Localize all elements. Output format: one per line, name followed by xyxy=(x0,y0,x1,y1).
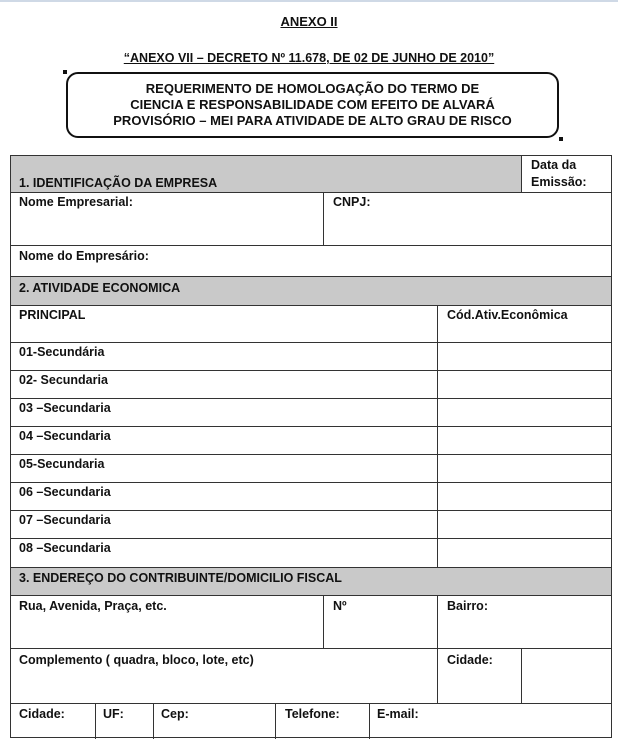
section3-heading: 3. ENDEREÇO DO CONTRIBUINTE/DOMICILIO FISCAL xyxy=(19,571,342,585)
nome-empresario-label: Nome do Empresário: xyxy=(19,249,149,263)
corner-mark xyxy=(63,70,67,74)
decreto-subtitle: “ANEXO VII – DECRETO Nº 11.678, DE 02 DE JUNHO DE 2010” xyxy=(123,51,495,65)
divider xyxy=(11,703,611,704)
section2-heading: 2. ATIVIDADE ECONOMICA xyxy=(19,281,181,295)
data-emissao-label-1: Data da xyxy=(531,158,577,172)
cod-ativ-label: Cód.Ativ.Econômica xyxy=(447,308,568,322)
divider xyxy=(11,305,611,306)
section1-heading: 1. IDENTIFICAÇÃO DA EMPRESA xyxy=(19,176,218,190)
requerimento-form xyxy=(10,155,612,738)
divider xyxy=(11,342,611,343)
bairro-label[interactable]: Bairro: xyxy=(447,599,488,613)
secundaria-row[interactable]: 05-Secundaria xyxy=(19,457,105,471)
divider xyxy=(11,426,611,427)
secundaria-row[interactable]: 06 –Secundaria xyxy=(19,485,111,499)
secundaria-row[interactable]: 02- Secundaria xyxy=(19,373,108,387)
cep-label[interactable]: Cep: xyxy=(161,707,189,721)
divider xyxy=(369,703,370,739)
secundaria-row[interactable]: 08 –Secundaria xyxy=(19,541,111,555)
cnpj-label: CNPJ: xyxy=(333,195,371,209)
title-line-1: REQUERIMENTO DE HOMOLOGAÇÃO DO TERMO DE xyxy=(145,81,480,96)
divider xyxy=(275,703,276,739)
secundaria-row[interactable]: 01-Secundária xyxy=(19,345,105,359)
divider xyxy=(11,398,611,399)
form-title-box xyxy=(66,72,559,138)
email-label[interactable]: E-mail: xyxy=(377,707,419,721)
numero-label[interactable]: Nº xyxy=(333,599,347,613)
title-line-2: CIENCIA E RESPONSABILIDADE COM EFEITO DE ALVARÁ xyxy=(130,97,495,112)
telefone-label[interactable]: Telefone: xyxy=(285,707,340,721)
anexo-title: ANEXO II xyxy=(280,14,338,29)
rua-label[interactable]: Rua, Avenida, Praça, etc. xyxy=(19,599,167,613)
divider xyxy=(11,538,611,539)
secundaria-row[interactable]: 04 –Secundaria xyxy=(19,429,111,443)
divider xyxy=(323,595,324,648)
divider xyxy=(437,305,438,568)
data-emissao-label-2[interactable]: Emissão: xyxy=(531,175,587,189)
divider xyxy=(11,595,611,596)
divider xyxy=(11,482,611,483)
title-line-3: PROVISÓRIO – MEI PARA ATIVIDADE DE ALTO GRAU DE RISCO xyxy=(113,113,512,128)
cidade-bottom-label[interactable]: Cidade: xyxy=(19,707,65,721)
principal-label: PRINCIPAL xyxy=(19,308,86,322)
secundaria-row[interactable]: 07 –Secundaria xyxy=(19,513,111,527)
divider xyxy=(11,454,611,455)
corner-mark xyxy=(559,137,563,141)
uf-label[interactable]: UF: xyxy=(103,707,124,721)
divider xyxy=(437,595,438,703)
divider xyxy=(153,703,154,739)
secundaria-row[interactable]: 03 –Secundaria xyxy=(19,401,111,415)
cidade-label[interactable]: Cidade: xyxy=(447,653,493,667)
complemento-label[interactable]: Complemento ( quadra, bloco, lote, etc) xyxy=(19,653,254,667)
divider xyxy=(521,156,522,192)
top-border-line xyxy=(0,0,618,2)
divider xyxy=(521,648,522,703)
divider xyxy=(11,370,611,371)
nome-empresarial-label: Nome Empresarial: xyxy=(19,195,133,209)
divider xyxy=(11,510,611,511)
divider xyxy=(95,703,96,739)
